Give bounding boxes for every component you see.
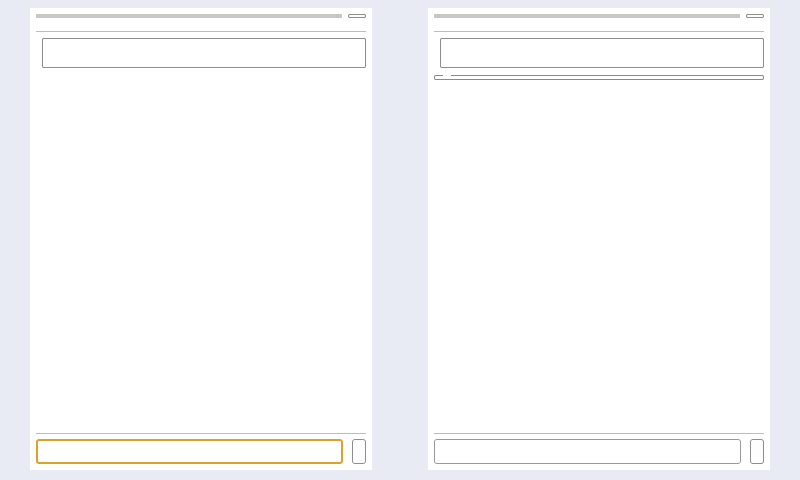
query-area	[434, 427, 764, 464]
divider	[36, 433, 366, 434]
query-area	[36, 427, 366, 464]
query-row	[434, 439, 764, 464]
settings-button[interactable]	[348, 14, 366, 18]
api-request-options-fieldset	[434, 75, 764, 80]
settings-panel	[428, 8, 770, 470]
query-input[interactable]	[36, 439, 343, 464]
system-prompt-input[interactable]	[440, 38, 764, 68]
chat-panel	[30, 8, 372, 470]
app-title	[36, 14, 342, 18]
header-bar	[434, 14, 764, 18]
settings-button[interactable]	[746, 14, 764, 18]
system-prompt-input[interactable]	[42, 38, 366, 68]
system-prompt-row	[434, 38, 764, 68]
divider	[434, 31, 764, 32]
submit-button[interactable]	[750, 439, 764, 464]
submit-button[interactable]	[352, 439, 366, 464]
query-row	[36, 439, 366, 464]
app-title	[434, 14, 740, 18]
header-bar	[36, 14, 366, 18]
system-prompt-row	[36, 38, 366, 68]
divider	[36, 31, 366, 32]
query-input[interactable]	[434, 439, 741, 464]
divider	[434, 433, 764, 434]
